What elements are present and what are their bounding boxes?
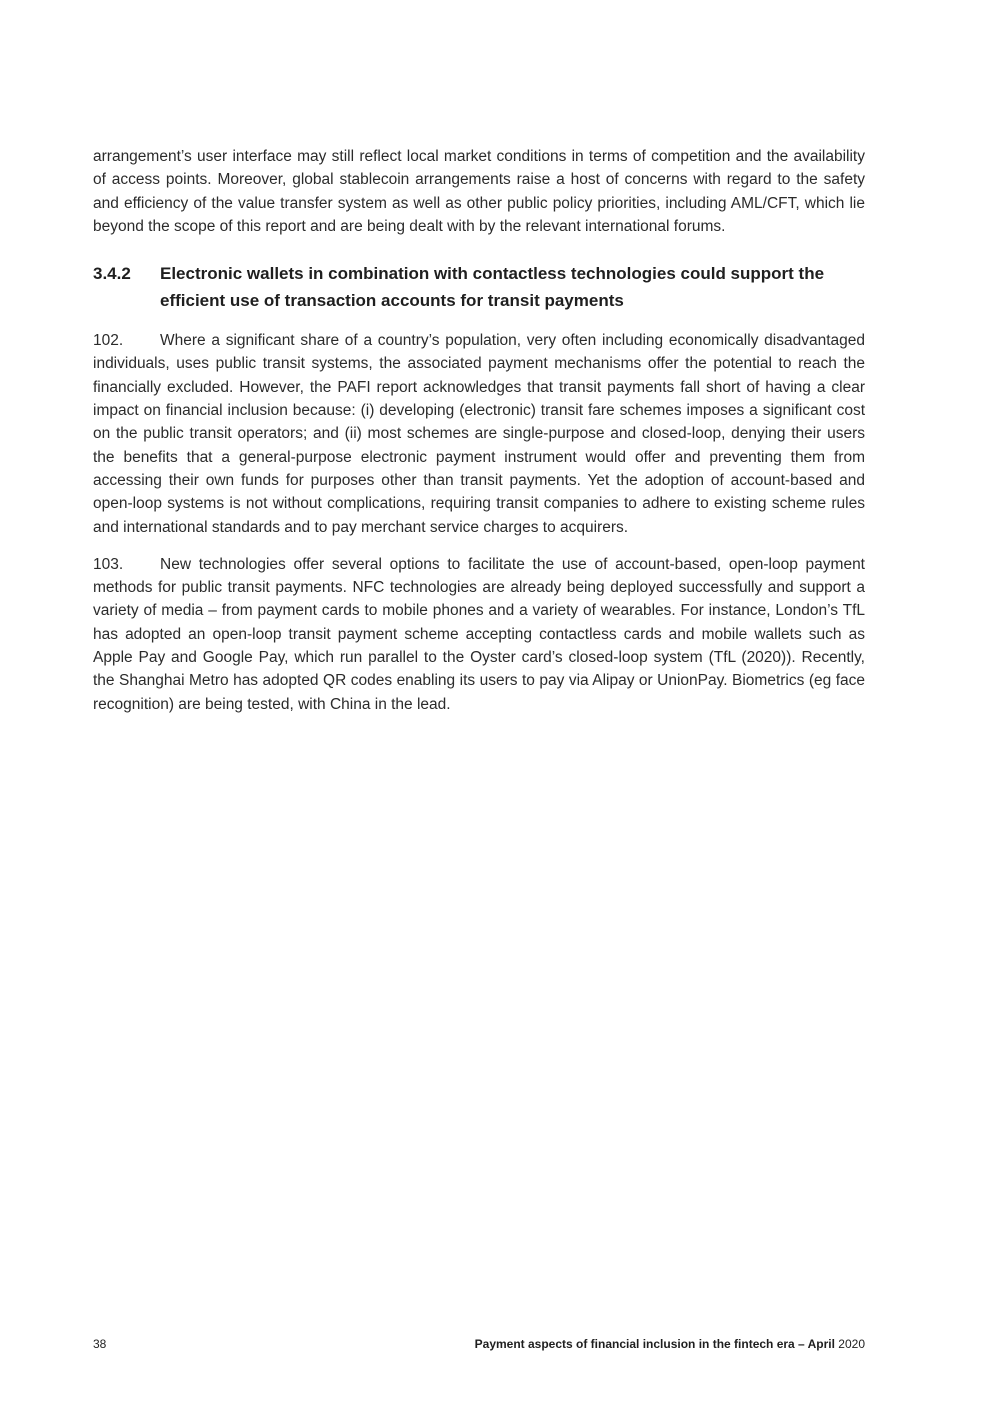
footer-report-title	[475, 1336, 865, 1352]
paragraph-103	[93, 553, 865, 716]
intro-paragraph: arrangement’s user interface may still reflect local market conditions in terms of competition and the availability of access points. Moreover, global stablecoin arrangements raise a host of concerns with regard to the safety and efficiency of the value transfer system as well as other public policy priorities, including AML/CFT, which lie beyond the scope of this report and are being dealt with by the relevant international forums.	[93, 148, 865, 235]
paragraph-102	[93, 329, 865, 539]
section-heading-title: Electronic wallets in combination with contactless technologies could support the efficient use of transaction accounts for transit payments	[160, 264, 825, 311]
paragraph-103-number: 103.	[93, 555, 124, 573]
section-heading	[93, 260, 865, 314]
paragraph-102-text: Where a significant share of a country’s population, very often including economically disadvantaged individuals, uses public transit systems, the associated payment mechanisms offer the potential to reach the financially excluded. However, the PAFI report acknowledges that transit payments fall short of having a clear impact on financial inclusion because: (i) developing (electronic) transit fare schemes imposes a significant cost on the public transit operators; and (ii) most schemes are single-purpose and closed-loop, denying their users the benefits that a general-purpose electronic payment instrument would offer and preventing them from accessing their own funds for purposes other than transit payments. Yet the adoption of account-based and open-loop systems is not without complications, requiring transit companies to adhere to existing scheme rules and international standards and to pay merchant service charges to acquirers.	[93, 332, 865, 536]
footer-year: 2020	[838, 1337, 865, 1351]
page-content	[93, 145, 865, 730]
paragraph-102-number: 102.	[93, 332, 124, 350]
footer-report-title-text: Payment aspects of financial inclusion in the fintech era – April	[474, 1337, 839, 1351]
section-heading-number: 3.4.2	[93, 264, 131, 284]
page-footer	[93, 1336, 865, 1352]
paragraph-103-text: New technologies offer several options to facilitate the use of account-based, open-loop payment methods for public transit payments. NFC technologies are already being deployed successfully and support a variety of media – from payment cards to mobile phones and a variety of wearables. For instance, London’s TfL has adopted an open-loop transit payment scheme accepting contactless cards and mobile wallets such as Apple Pay and Google Pay, which run parallel to the Oyster card’s closed-loop system (TfL (2020)). Recently, the Shanghai Metro has adopted QR codes enabling its users to pay via Alipay or UnionPay. Biometrics (eg face recognition) are being tested, with China in the lead.	[93, 555, 865, 713]
page-number: 38	[93, 1337, 107, 1351]
